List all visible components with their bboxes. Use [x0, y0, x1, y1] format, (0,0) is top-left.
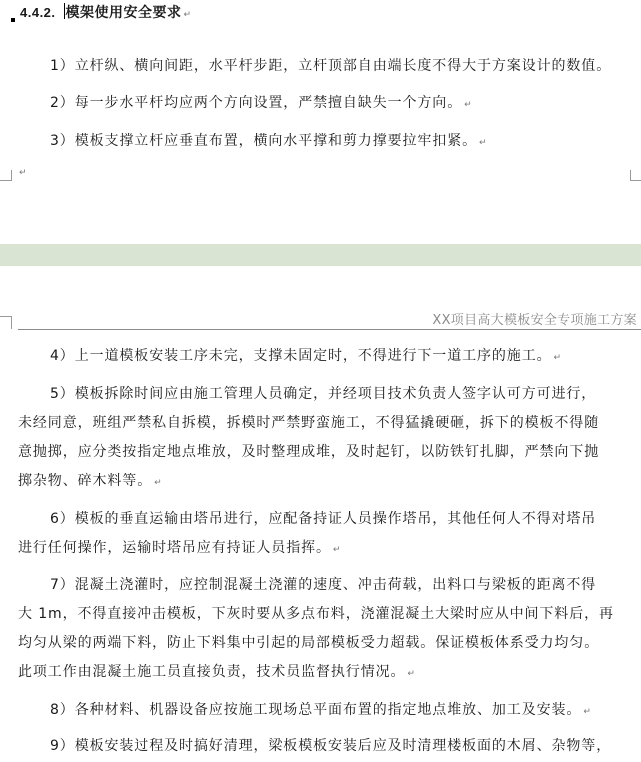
list-item-5-line-4: 掷杂物、碎木料等。 ↵: [18, 473, 163, 489]
text-cursor: [64, 3, 65, 19]
list-item-2: 2）每一步水平杆均应两个方向设置，严禁擅自缺失一个方向。 ↵: [50, 95, 473, 111]
section-title: 模架使用安全要求: [65, 5, 182, 21]
list-bullet-marker: [11, 18, 15, 22]
page-header-text: XX项目高大模板安全专项施工方案: [432, 313, 637, 328]
page-gap: [0, 244, 641, 266]
page-margin-corner: [630, 170, 641, 181]
list-item-6-line-2: 进行任何操作，运输时塔吊应有持证人员指挥。 ↵: [18, 540, 342, 556]
document-page-1: [0, 0, 641, 244]
section-number: 4.4.2.: [20, 5, 56, 20]
list-item-7-line-4: 此项工作由混凝土施工员直接负责，技术员监督执行情况。 ↵: [18, 664, 416, 680]
list-item-5-line-3: 意抛掷，应分类按指定地点堆放，及时整理成堆，及时起钉，以防铁钉扎脚，严禁向下抛: [18, 444, 600, 460]
section-heading: [20, 2, 192, 22]
list-item-4: 4）上一道模板安装工序未完，支撑未固定时，不得进行下一道工序的施工。 ↵: [50, 348, 562, 364]
header-divider: [18, 329, 641, 330]
page-margin-corner: [0, 170, 12, 181]
list-item-8: 8）各种材料、机器设备应按施工现场总平面布置的指定地点堆放、加工及安装。 ↵: [50, 702, 592, 718]
list-item-7-line-2: 大 1m，不得直接冲击模板，下灰时要从多点布料，浇灌混凝土大梁时应从中间下料后，再: [18, 606, 614, 622]
list-item-1: 1）立杆纵、横向间距，水平杆步距，立杆顶部自由端长度不得大于方案设计的数值。: [50, 58, 612, 74]
list-item-7-line-1: 7）混凝土浇灌时，应控制混凝土浇灌的速度、冲击荷载，出料口与梁板的距离不得: [50, 577, 597, 593]
list-item-9-line-1: 9）模板安装过程及时搞好清理，梁板模板安装后应及时清理楼板面的木屑、杂物等，: [50, 738, 612, 754]
paragraph-mark-icon: ↵: [19, 168, 27, 178]
list-item-3: 3）模板支撑立杆应垂直布置，横向水平撑和剪力撑要拉牢扣紧。 ↵: [50, 133, 488, 149]
list-item-5-line-1: 5）模板拆除时间应由施工管理人员确定，并经项目技术负责人签字认可方可进行，: [50, 386, 597, 402]
list-item-5-line-2: 未经同意，班组严禁私自拆模，拆模时严禁野蛮施工，不得猛撬硬砸，拆下的模板不得随: [18, 415, 600, 431]
page-margin-corner: [0, 316, 12, 329]
list-item-6-line-1: 6）模板的垂直运输由塔吊进行，应配备持证人员操作塔吊，其他任何人不得对塔吊: [50, 511, 597, 527]
paragraph-mark-icon: ↵: [183, 10, 192, 20]
list-item-7-line-3: 均匀从梁的两端下料，防止下料集中引起的局部模板受力超载。保证模板体系受力均匀。: [18, 635, 600, 651]
